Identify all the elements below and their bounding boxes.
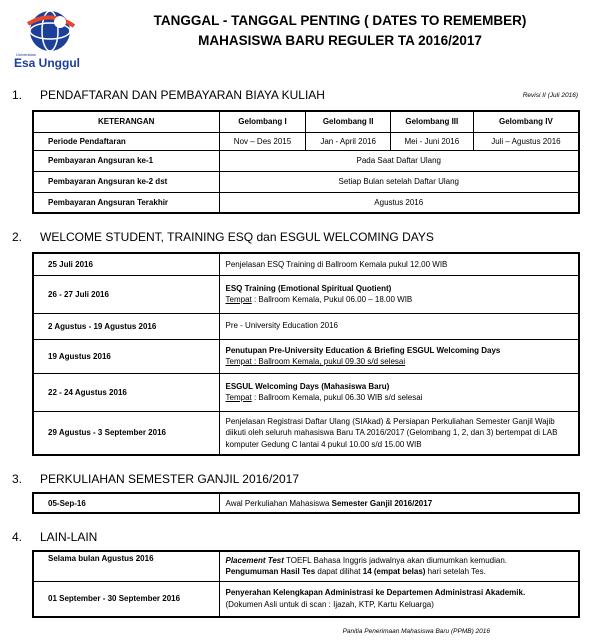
section2-number: 2. <box>12 230 23 244</box>
section4-title: LAIN-LAIN <box>40 530 98 544</box>
other-info-table <box>32 550 580 618</box>
table-row <box>33 150 579 171</box>
logo-small-text: Universitas <box>16 52 36 57</box>
row-title: ESGUL Welcoming Days (Mahasiswa Baru) <box>225 381 390 391</box>
placement-test-label: Placement Test <box>225 555 284 565</box>
table-cell: Setiap Bulan setelah Daftar Ulang <box>219 171 579 192</box>
table-cell: Pada Saat Daftar Ulang <box>219 150 579 171</box>
table-row <box>33 551 579 581</box>
row-date: 22 - 24 Agustus 2016 <box>33 373 219 411</box>
row-date: Selama bulan Agustus 2016 <box>33 551 219 581</box>
row-date: 29 Agustus - 3 September 2016 <box>33 411 219 455</box>
place-label: Tempat <box>225 393 252 402</box>
submission-line: Penyerahan Kelengkapan Administrasi ke Departemen Administrasi Akademik. <box>225 588 526 598</box>
row-title: Penutupan Pre-University Education & Briefing ESGUL Welcoming Days <box>225 345 501 355</box>
table-row <box>33 253 579 275</box>
place-label: Tempat <box>225 295 252 304</box>
table-row <box>33 493 579 513</box>
footer-note: Panitia Penerimaan Mahasiswa Baru (PPMB) 2016 <box>342 628 490 635</box>
table-row <box>33 275 579 313</box>
section2-title: WELCOME STUDENT, TRAINING ESQ dan ESGUL WELCOMING DAYS <box>40 230 434 244</box>
row-place <box>226 392 575 404</box>
result-text2: hari <box>425 567 444 577</box>
placement-test-text: TOEFL Bahasa Inggris jadwalnya akan diumumkan kemudian. <box>283 555 507 565</box>
row-date: 26 - 27 Juli 2016 <box>33 275 219 313</box>
place-text: : Ballroom Kemala, pukul 06.30 WIB s/d selesai <box>251 393 423 402</box>
university-logo <box>10 8 88 70</box>
row-text: Awal Perkuliahan Mahasiswa <box>225 498 332 508</box>
table-cell: Mei - Juni 2016 <box>390 132 473 150</box>
row-date: 05-Sep-16 <box>33 493 219 513</box>
page-title-line1: TANGGAL - TANGGAL PENTING ( DATES TO REMEMBER) <box>153 13 527 28</box>
table-row <box>33 192 579 213</box>
table-cell: Nov – Des 2015 <box>219 132 306 150</box>
result-text: dapat dilihat <box>315 567 363 577</box>
semester-table <box>32 492 580 514</box>
column-header: Gelombang II <box>306 111 390 132</box>
table-row <box>33 373 579 411</box>
row-label: Pembayaran Angsuran ke-2 dst <box>33 171 219 192</box>
globe-logo-icon <box>22 8 78 54</box>
section3-number: 3. <box>12 472 23 486</box>
row-content <box>219 493 579 513</box>
logo-name: Esa Unggul <box>14 56 81 70</box>
table-cell: Jan - April 2016 <box>306 132 390 150</box>
row-title: ESQ Training (Emotional Spiritual Quotient) <box>225 283 392 293</box>
table-row <box>33 581 579 617</box>
table-row <box>33 171 579 192</box>
section1-title: PENDAFTARAN DAN PEMBAYARAN BIAYA KULIAH <box>40 88 325 102</box>
table-row <box>33 339 579 373</box>
section4-number: 4. <box>12 530 23 544</box>
row-text: Penjelasan Registrasi Daftar Ulang (SIAkad) & Persiapan Perkuliahan Semester Ganjil Wajib diikuti oleh seluruh mahasiswa Baru TA 2016/2017 (Gelombang 1, 2, dan 3) bertempat di LAB komputer Gedung C lantai 4 pukul 10.00 s/d 15.00 WIB <box>219 411 579 455</box>
section1-number: 1. <box>12 88 23 102</box>
row-label: Pembayaran Angsuran ke-1 <box>33 150 219 171</box>
result-days: 14 (empat belas) <box>362 567 426 577</box>
column-header: Gelombang IV <box>473 111 579 132</box>
row-label: Pembayaran Angsuran Terakhir <box>33 192 219 213</box>
welcome-student-table <box>32 252 580 456</box>
column-header: Gelombang I <box>219 111 306 132</box>
section3-title: PERKULIAHAN SEMESTER GANJIL 2016/2017 <box>40 472 299 486</box>
row-content <box>219 275 579 313</box>
result-end: setelah Tes. <box>443 567 486 577</box>
table-row <box>33 313 579 339</box>
placement-test-line <box>226 555 579 567</box>
row-text: Penjelasan ESQ Training di Ballroom Kemala pukul 12.00 WIB <box>219 253 579 275</box>
row-date: 19 Agustus 2016 <box>33 339 219 373</box>
place-text: : Ballroom Kemala, Pukul 06.00 – 18.00 WIB <box>251 295 413 304</box>
row-text: Pre - University Education 2016 <box>219 313 579 339</box>
table-cell: Agustus 2016 <box>219 192 579 213</box>
result-line <box>226 566 579 578</box>
row-content <box>219 581 579 617</box>
registration-payment-table <box>32 110 580 214</box>
row-content <box>219 339 579 373</box>
column-header: KETERANGAN <box>33 111 219 132</box>
row-place <box>226 294 575 306</box>
place-text: Tempat : Ballroom Kemala, pukul 09.30 s/d selesai <box>225 357 406 366</box>
table-cell: Juli – Agustus 2016 <box>473 132 579 150</box>
row-content <box>219 373 579 411</box>
documents-line: (Dokumen Asli untuk di scan : Ijazah, KTP, Kartu Keluarga) <box>225 599 434 609</box>
table-row <box>33 132 579 150</box>
row-label: Periode Pendaftaran <box>33 132 219 150</box>
revision-note: Revisi II (Juli 2016) <box>522 92 578 99</box>
row-date: 01 September - 30 September 2016 <box>33 581 219 617</box>
row-content <box>219 551 579 581</box>
page-title-line2: MAHASISWA BARU REGULER TA 2016/2017 <box>198 33 482 48</box>
table-header-row <box>33 111 579 132</box>
row-date: 2 Agustus - 19 Agustus 2016 <box>33 313 219 339</box>
row-text-bold: Semester Ganjil 2016/2017 <box>331 498 433 508</box>
table-row <box>33 411 579 455</box>
result-label: Pengumuman Hasil Tes <box>225 567 316 577</box>
row-date: 25 Juli 2016 <box>33 253 219 275</box>
column-header: Gelombang III <box>390 111 473 132</box>
